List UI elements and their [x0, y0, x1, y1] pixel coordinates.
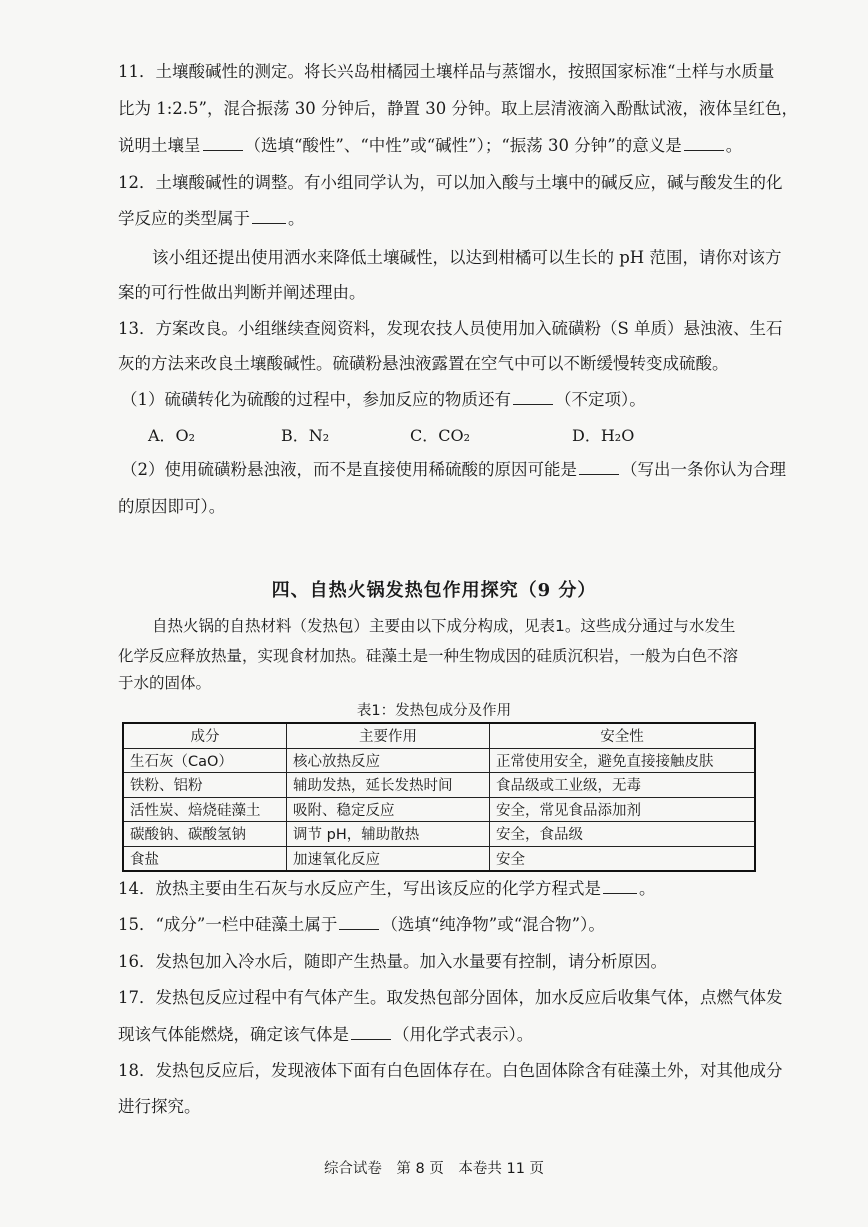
header-cell: 成分	[123, 723, 287, 748]
table-caption: 表1：发热包成分及作用	[356, 703, 512, 719]
q17-text-b: （用化学式表示）。	[393, 1025, 534, 1044]
header-cell: 安全性	[490, 723, 756, 748]
q15-text-b: （选填“纯净物”或“混合物”）。	[381, 915, 605, 934]
ingredients-table	[122, 722, 756, 872]
table-cell: 铁粉、铝粉	[123, 773, 287, 798]
table-header-row	[123, 723, 755, 748]
q12-text-b: 。	[288, 209, 305, 228]
q11-line3	[118, 134, 768, 158]
q16: 16．发热包加入冷水后，随即产生热量。加入水量要有控制，请分析原因。	[118, 952, 667, 971]
table-cell: 碳酸钠、碳酸氢钠	[123, 822, 287, 847]
q11-line2: 比为 1:2.5”，混合振荡 30 分钟后，静置 30 分钟。取上层清液滴入酚酞试液，液体呈红色，	[118, 99, 798, 118]
q15-text-a: 15．“成分”一栏中硅藻土属于	[118, 915, 338, 934]
table-cell: 安全	[490, 846, 756, 871]
answer-blank	[579, 458, 619, 475]
table-cell: 调节 pH，辅助散热	[287, 822, 490, 847]
option-a: A．O₂	[148, 426, 196, 445]
q12-line3: 该小组还提出使用洒水来降低土壤碱性，以达到柑橘可以生长的 pH 范围，请你对该方	[152, 248, 782, 267]
option-d: D．H₂O	[572, 426, 635, 445]
answer-blank	[684, 134, 724, 151]
option-c: C．CO₂	[410, 426, 471, 445]
q13-sub1-text-b: （不定项）。	[555, 390, 646, 409]
q12-line2	[118, 207, 768, 231]
table-cell: 辅助发热，延长发热时间	[287, 773, 490, 798]
answer-blank	[339, 913, 379, 930]
q12-line1: 12．土壤酸碱性的调整。有小组同学认为，可以加入酸与土壤中的碱反应，碱与酸发生的化	[118, 173, 783, 192]
table-cell: 安全，常见食品添加剂	[490, 797, 756, 822]
option-b: B．N₂	[281, 426, 330, 445]
table-row	[123, 748, 755, 773]
q13-sub1	[121, 388, 768, 412]
table-cell: 吸附、稳定反应	[287, 797, 490, 822]
q13-sub1-text-a: （1）硫磺转化为硫酸的过程中，参加反应的物质还有	[121, 390, 511, 409]
q11-text-a: 说明土壤呈	[118, 136, 201, 155]
q18-line1: 18．发热包反应后，发现液体下面有白色固体存在。白色固体除含有硅藻土外，对其他成分	[118, 1061, 783, 1080]
q11-text-b: （选填“酸性”、“中性”或“碱性”）；“振荡 30 分钟”的意义是	[244, 136, 682, 155]
table-cell: 生石灰（CaO）	[123, 748, 287, 773]
q13-sub2-text-b: （写出一条你认为合理	[621, 460, 786, 479]
answer-blank	[252, 207, 286, 224]
table-cell: 安全，食品级	[490, 822, 756, 847]
q18-line2: 进行探究。	[118, 1097, 201, 1116]
q14-text-b: 。	[639, 879, 656, 898]
table-row	[123, 773, 755, 798]
header-cell: 主要作用	[287, 723, 490, 748]
q12-text-a: 学反应的类型属于	[118, 209, 250, 228]
intro-line3: 于水的固体。	[118, 674, 212, 692]
answer-blank	[603, 877, 637, 894]
answer-blank	[351, 1023, 391, 1040]
q13-sub2-line2: 的原因即可）。	[118, 497, 226, 516]
q17-text-a: 现该气体能燃烧，确定该气体是	[118, 1025, 349, 1044]
q12-line4: 案的可行性做出判断并阐述理由。	[118, 283, 366, 302]
table-cell: 正常使用安全，避免直接接触皮肤	[490, 748, 756, 773]
table-cell: 食品级或工业级，无毒	[490, 773, 756, 798]
q17-line1: 17．发热包反应过程中有气体产生。取发热包部分固体，加水反应后收集气体，点燃气体发	[118, 988, 783, 1007]
q14-text-a: 14．放热主要由生石灰与水反应产生，写出该反应的化学方程式是	[118, 879, 601, 898]
q11-text-c: 。	[725, 136, 743, 155]
q13-sub2	[121, 458, 786, 482]
q13-sub2-text-a: （2）使用硫磺粉悬浊液，而不是直接使用稀硫酸的原因可能是	[121, 460, 577, 479]
table-cell: 食盐	[123, 846, 287, 871]
table-row	[123, 822, 755, 847]
q13-line2: 灰的方法来改良土壤酸碱性。硫磺粉悬浊液露置在空气中可以不断缓慢转变成硫酸。	[118, 354, 729, 373]
answer-blank	[203, 134, 243, 151]
q14	[118, 877, 768, 901]
section-title: 四、自热火锅发热包作用探究（9 分）	[271, 580, 597, 601]
q17-line2	[118, 1023, 768, 1047]
table-row	[123, 797, 755, 822]
intro-line2: 化学反应释放热量，实现食材加热。硅藻土是一种生物成因的硅质沉积岩，一般为白色不溶	[118, 647, 739, 665]
table-row	[123, 846, 755, 871]
table-cell: 核心放热反应	[287, 748, 490, 773]
table-cell: 活性炭、焙烧硅藻土	[123, 797, 287, 822]
intro-line1: 自热火锅的自热材料（发热包）主要由以下成分构成，见表1。这些成分通过与水发生	[152, 617, 736, 635]
q11-line1: 11．土壤酸碱性的测定。将长兴岛柑橘园土壤样品与蒸馏水，按照国家标准“土样与水质量	[118, 62, 775, 81]
page-footer: 综合试卷 第 8 页 本卷共 11 页	[323, 1161, 545, 1177]
q15	[118, 913, 768, 937]
answer-blank	[513, 388, 553, 405]
table-cell: 加速氧化反应	[287, 846, 490, 871]
q13-line1: 13．方案改良。小组继续查阅资料，发现农技人员使用加入硫磺粉（S 单质）悬浊液、生石	[118, 319, 783, 338]
